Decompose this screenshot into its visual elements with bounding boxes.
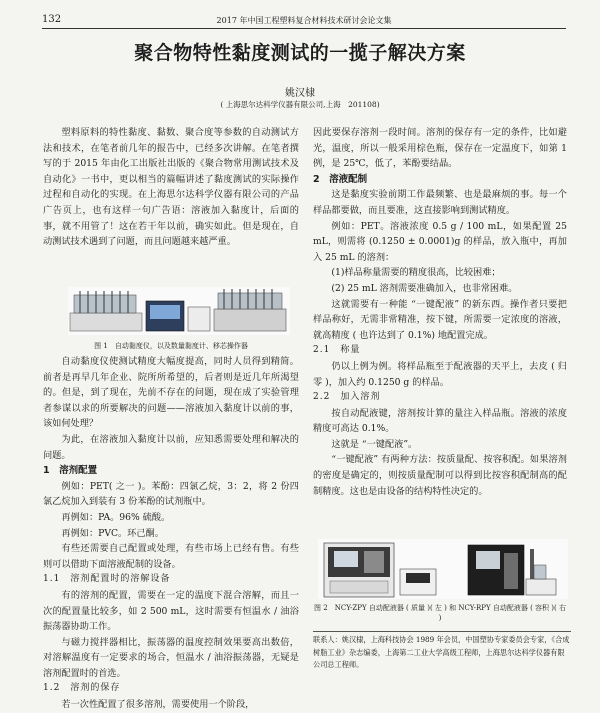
running-title: 2017 年中国工程塑料复合材料技术研讨会论文集 (216, 16, 392, 25)
paragraph: 这是黏度实验前期工作最频繁、也是最麻烦的事。每一个样品都要做，而且要准，这直接影响到测试精度。 (313, 189, 567, 216)
subsection-heading-2-1: 2.1 称量 (313, 345, 361, 356)
paragraph: 这就需要有一种能 “一键配液” 的新东西。操作者只要把样品称好，无需非常精准，按下键，所需要一定浓度的溶液，就高精度 ( 也许达到了 0.1%) 地配置完成。 (313, 298, 567, 341)
article-author: 姚汉棣 (285, 88, 315, 99)
left-column-bottom (43, 354, 299, 713)
article-title: 聚合物特性黏度测试的一揽子解决方案 (134, 42, 466, 64)
paragraph: 为此，在溶液加入黏度计以前，应知悉需要处理和解决的问题。 (43, 433, 299, 461)
figure-2-dispenser-image (318, 539, 568, 599)
paragraph: 因此要保存溶剂一段时间。溶剂的保存有一定的条件，比如避光，温度，所以一般采用棕色瓶，保存在一定温度下，如第 1 例，是 25℃，低了，苯酚要结晶。 (313, 127, 567, 170)
section-heading-2: 2 溶液配制 (313, 173, 368, 185)
subsection-heading-1-1: 1.1 溶剂配置时的溶解设备 (43, 574, 171, 585)
paragraph: 与磁力搅拌器相比，振荡器的温度控制效果要高出数倍，对溶解温度有一定要求的场合，恒温水 / 油浴振荡器，无疑是溶剂配置时的首选。 (43, 636, 299, 679)
figure-1-caption: 图 1 自动黏度仪，以及数量黏度计、移芯操作器 (94, 342, 248, 350)
paragraph: 若一次性配置了很多溶剂，需要使用一个阶段， (61, 699, 255, 711)
section-heading-1: 1 溶剂配置 (43, 465, 98, 477)
footnote (313, 631, 571, 672)
subsection-heading-2-2: 2.2 加入溶剂 (313, 392, 381, 403)
paragraph: 例如：PET。溶液浓度 0.5 g / 100 mL，如果配置 25 mL，则需将 (0.1250 ± 0.0001)g 的样品，放入瓶中，再加入 25 mL 的溶剂： (313, 220, 567, 263)
paragraph: 自动黏度仪使测试精度大幅度提高，同时人员得到精简。前者是再早几年企业、院所所希望的，后者则是近几年所渴望的。但是，到了现在，先前不存在的问题，现在成了实验管理者参谋以求的所要解决的问题——溶液加入黏度计以前的事，该如何处理？ (43, 356, 299, 430)
subsection-heading-1-2: 1.2 溶剂的保存 (43, 683, 121, 694)
paragraph: 再例如：PA。96% 硫酸。 (61, 511, 171, 523)
paragraph: 仍以上例为例。将样品瓶至于配液器的天平上，去皮 ( 归零 )，加入约 0.1250 g 的样品。 (313, 360, 567, 388)
right-column (313, 125, 567, 499)
figure-1-viscometer-image (68, 287, 290, 335)
intro-paragraph: 塑料原料的特性黏度、黏数、聚合度等参数的自动测试方法和技术，在笔者前几年的报告中，已经多次讲解。在笔者撰写的于 2015 年由化工出版社出版的《聚合物常用测试技术及自动化》一书中，更以相当的篇幅讲述了黏度测试的实际操作过程和自动化的实现。在上海思尔达科学仪器有限公司的产品广告页上，也有这样一句广告语：溶液加入黏度计，后面的事，就不用管了！这在若干年以前，确实如此。但是现在，自动测试技术遇到了问题，而且问题越来越严重。 (43, 127, 299, 248)
paragraph: 有的溶剂的配置，需要在一定的温度下混合溶解，而且一次的配置量比较多，如 2 500 mL，这时需要有恒温水 / 油浴振荡器协助工作。 (43, 589, 299, 633)
article-affiliation: ( 上海思尔达科学仪器有限公司,上海 201108) (220, 100, 380, 109)
paragraph: 例如：PET( 之一 )。苯酚：四氯乙烷，3：2，将 2 份四氯乙烷加入到装有 3 份苯酚的试剂瓶中。 (43, 480, 299, 508)
running-header (42, 14, 566, 29)
page-number: 132 (42, 14, 62, 25)
left-column-top (43, 125, 299, 250)
paragraph: “一键配液” 有两种方法：按质量配、按容积配。如果溶剂的密度是确定的，则按质量配制可以得到比按容积配制高的配制精度。这也是由设备的结构特性决定的。 (313, 454, 567, 497)
paragraph: 按自动配液键，溶剂按计算的量注入样品瓶。溶液的浓度精度可高达 0.1%。 (313, 407, 567, 435)
paragraph: (1)样品称量需要的精度很高，比较困难； (331, 267, 501, 279)
paragraph: 有些还需要自己配置或处理，有些市场上已经有售。有些则可以借助下面溶液配制的设备。 (43, 543, 299, 570)
paragraph: 这就是 “一键配液”。 (331, 438, 418, 450)
paragraph: 再例如：PVC。环己酮。 (61, 527, 164, 539)
paragraph: (2) 25 mL 溶剂需要准确加入，也非常困难。 (331, 282, 518, 294)
figure-2-caption: 图 2 NCY-ZPY 自动配液器 ( 质量 )( 左 ) 和 NCY-RPY 自动配液器 ( 容积 )( 右 ) (314, 604, 566, 622)
footnote-text: 联系人：姚汉棣，上海科技协会 1989 年会员，中国塑协专家委员会专家，《合成树脂工业》杂志编委，上海第二工业大学高级工程师，上海思尔达科学仪器有限公司总工程师。 (313, 635, 570, 669)
